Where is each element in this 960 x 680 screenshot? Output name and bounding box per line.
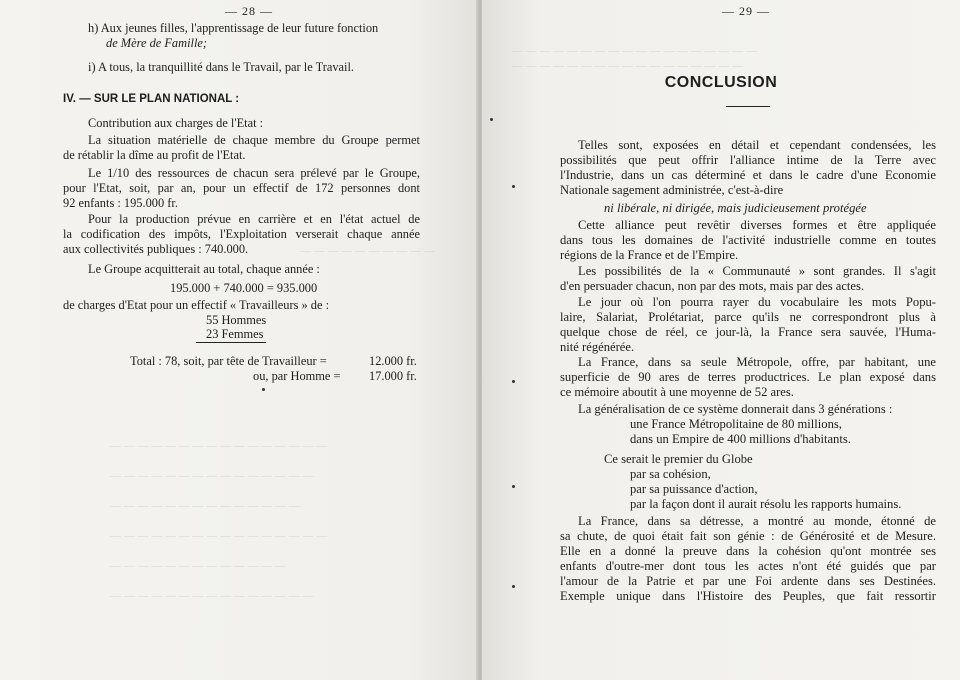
- conclusion-p8-line-2: sa chute, de quoi était fait son génie : de Générosité et de Mesure.: [560, 529, 936, 543]
- total-line-1-value: 12.000 fr.: [369, 354, 417, 368]
- conclusion-p2-line-1: Cette alliance peut revêtir diverses formes et être appliquée: [578, 218, 936, 232]
- conclusion-p8-line-5: l'amour de la Patrie et par une Foi ardente dans ses Destinées.: [560, 574, 936, 588]
- show-through-text: — — — — — — — — — — — — — — — —: [110, 440, 328, 452]
- conclusion-p1-line-1: Telles sont, exposées en détail et cependant condensées, les: [578, 138, 936, 152]
- conclusion-p8-line-1: La France, dans sa détresse, a montré au monde, étonné de: [578, 514, 936, 528]
- section-heading: IV. — SUR LE PLAN NATIONAL :: [63, 93, 240, 105]
- paragraph-3-line-3: aux collectivités publiques : 740.000.: [63, 242, 249, 256]
- margin-speck: [512, 185, 515, 188]
- conclusion-p8-line-3: Elle en a donné la preuve dans la cohésion qu'ont montrée ses: [560, 544, 936, 558]
- conclusion-p6-line-1: La généralisation de ce système donnerait dans 3 générations :: [578, 402, 893, 416]
- margin-speck: [512, 380, 515, 383]
- right-page-number: — 29 —: [722, 4, 770, 18]
- conclusion-motto: ni libérale, ni dirigée, mais judicieusement protégée: [604, 201, 867, 215]
- conclusion-p2-line-3: régions de la France et de l'Empire.: [560, 248, 739, 262]
- conclusion-p5-line-3: ce mémoire aboutit à une moyenne de 52 ares.: [560, 385, 794, 399]
- conclusion-p6-line-3: dans un Empire de 400 millions d'habitants.: [630, 432, 851, 446]
- paragraph-1-line-2: de rétablir la dîme au profit de l'Etat.: [63, 148, 246, 162]
- total-line-2-label: ou, par Homme =: [253, 369, 341, 383]
- conclusion-title: CONCLUSION: [664, 74, 778, 91]
- paragraph-1-line-1: La situation matérielle de chaque membre du Groupe permet: [88, 133, 420, 147]
- conclusion-p4-line-2: laire, Salariat, Prolétariat, parce qu'ils ne correspondront plus à: [560, 310, 936, 324]
- margin-speck: [512, 485, 515, 488]
- total-line-2-value: 17.000 fr.: [369, 369, 417, 383]
- item-i-line: i) A tous, la tranquillité dans le Travail, par le Travail.: [88, 60, 355, 74]
- conclusion-p3-line-2: d'en persuader chacun, non par des mots, mais par des actes.: [560, 279, 865, 293]
- show-through-text: — — — — — — — — — — — — — — — — —: [512, 60, 743, 72]
- conclusion-p1-line-2: possibilités que peut offrir l'alliance intime de la Terre avec: [560, 153, 936, 167]
- conclusion-p1-line-4: Nationale sagement administrée, c'est-à-dire: [560, 183, 784, 197]
- contribution-heading: Contribution aux charges de l'Etat :: [88, 116, 264, 130]
- paragraph-2-line-3: 92 enfants : 195.000 fr.: [63, 196, 178, 210]
- conclusion-p7-line-2: par sa cohésion,: [630, 467, 711, 481]
- conclusion-p8-line-4: enfants d'outre-mer dont tous les actes n'ont été guidés que par: [560, 559, 936, 573]
- show-through-text: — — — — — — — — — —: [300, 245, 435, 257]
- show-through-text: — — — — — — — — — — — — — — —: [110, 470, 314, 482]
- margin-speck: [490, 118, 493, 121]
- conclusion-p4-line-1: Le jour où l'on pourra rayer du vocabulaire les mots Popu-: [578, 295, 936, 309]
- show-through-text: — — — — — — — — — — — — — —: [110, 500, 300, 512]
- paragraph-4-line-3: de charges d'Etat pour un effectif « Travailleurs » de :: [63, 298, 330, 312]
- conclusion-p7-line-1: Ce serait le premier du Globe: [604, 452, 753, 466]
- conclusion-p5-line-2: superficie de 90 ares de terres productrices. Le plan exposé dans: [560, 370, 936, 384]
- paragraph-3-line-2: la codification des impôts, l'Exploitation verserait chaque année: [63, 227, 420, 241]
- conclusion-p3-line-1: Les possibilités de la « Communauté » sont grandes. Il s'agit: [578, 264, 936, 278]
- conclusion-p2-line-2: dans tous les domaines de l'activité industrielle comme en toutes: [560, 233, 936, 247]
- men-count: 55 Hommes: [206, 313, 267, 327]
- paragraph-2-line-2: pour l'Etat, soit, par an, pour un effectif de 172 personnes dont: [63, 181, 420, 195]
- left-page: [0, 0, 478, 680]
- women-count: 23 Femmes: [206, 327, 264, 341]
- margin-speck: [512, 585, 515, 588]
- left-page-number: — 28 —: [225, 4, 273, 18]
- show-through-text: — — — — — — — — — — — — — — —: [110, 590, 314, 602]
- item-h-line-1: h) Aux jeunes filles, l'apprentissage de leur future fonction: [88, 21, 379, 35]
- conclusion-p1-line-3: l'Industrie, dans un cas déterminé et dans le cadre d'une Economie: [560, 168, 936, 182]
- sum-rule: [196, 342, 266, 343]
- conclusion-p5-line-1: La France, dans sa seule Métropole, offre, par habitant, une: [578, 355, 936, 369]
- show-through-text: — — — — — — — — — — — — —: [110, 560, 286, 572]
- conclusion-p6-line-2: une France Métropolitaine de 80 millions,: [630, 417, 842, 431]
- show-through-text: — — — — — — — — — — — — — — — —: [110, 530, 328, 542]
- conclusion-p7-line-3: par sa puissance d'action,: [630, 482, 758, 496]
- conclusion-p4-line-3: quelque chose de réel, ce jour-là, la France sera sauvée, l'Huma-: [560, 325, 936, 339]
- ink-speck: [262, 388, 265, 391]
- paragraph-3-line-1: Pour la production prévue en carrière et en l'état actuel de: [88, 212, 420, 226]
- item-h-line-2: de Mère de Famille;: [106, 36, 208, 50]
- paragraph-2-line-1: Le 1/10 des ressources de chacun sera prélevé par le Groupe,: [88, 166, 420, 180]
- show-through-text: — — — — — — — — — — — — — — — — — —: [512, 45, 757, 57]
- total-line-1-label: Total : 78, soit, par tête de Travailleur =: [130, 354, 327, 368]
- conclusion-p4-line-4: nité régénérée.: [560, 340, 635, 354]
- conclusion-p8-line-6: Exemple unique dans l'Histoire des Peuples, que fait ressortir: [560, 589, 936, 603]
- conclusion-p7-line-4: par la façon dont il aurait résolu les rapports humains.: [630, 497, 902, 511]
- sum-line: 195.000 + 740.000 = 935.000: [170, 281, 318, 295]
- right-page: [482, 0, 960, 680]
- title-rule: [726, 106, 770, 107]
- paragraph-4-line-1: Le Groupe acquitterait au total, chaque année :: [88, 262, 320, 276]
